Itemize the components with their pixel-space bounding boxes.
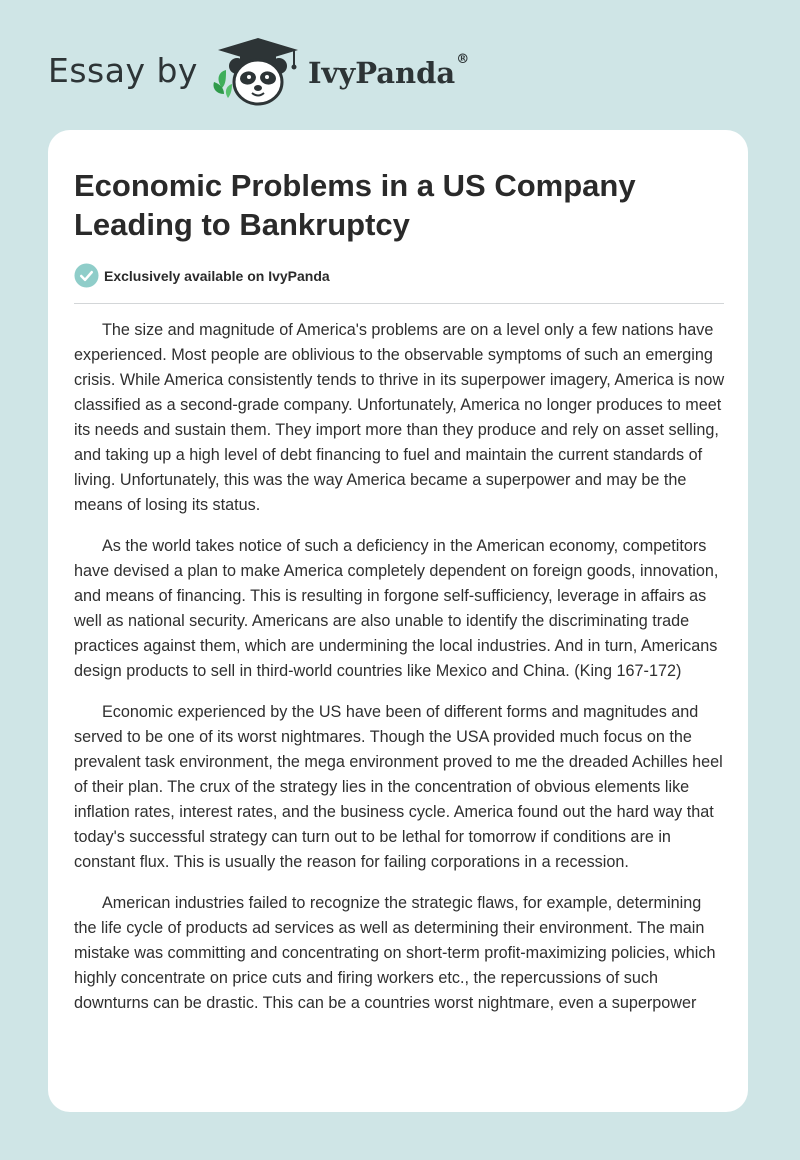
brand-name [307, 52, 470, 90]
exclusive-badge-label: Exclusively available on IvyPanda [104, 267, 330, 284]
essay-paragraph-2: As the world takes notice of such a deficiency in the American economy, competitors have devised a plan to make America completely dependent on foreign goods, innovation, and means of financing. This is resulting in forgone self-sufficiency, leverage in affairs as well as national security. Americans are also unable to identify the discriminating trade practices against them, which are undermining the local industries. And in turn, Americans design products to sell in third-world countries like Mexico and China. (King 167-172) [74, 537, 719, 680]
essay-title: Economic Problems in a US Company Leading to Bankruptcy [74, 168, 636, 242]
panda-mascot-icon [212, 36, 304, 108]
essay-paragraph-4: American industries failed to recognize the strategic flaws, for example, determining the life cycle of products ad services as well as determining their environment. The main mistake was committing and concentrating on short-term profit-maximizing policies, which highly concentrate on price cuts and firing workers etc., the repercussions of such downturns can be drastic. This can be a countries worst nightmare, even a superpower [74, 894, 716, 1012]
brand-prefix: Essay by [48, 50, 198, 90]
essay-card [48, 130, 748, 1112]
title-divider [74, 303, 724, 304]
essay-paragraph-1: The size and magnitude of America's problems are on a level only a few nations have experienced. Most people are oblivious to the observable symptoms of such an emerging crisis. While America consistently tends to thrive in its superpower imagery, America is now classified as a second-grade company. Unfortunately, America no longer produces to meet its needs and sustain them. They import more than they produce and rely on asset selling, and taking up a high level of debt financing to fuel and maintain the current standards of living. Unfortunately, this was the way America became a superpower and may be the means of losing its status. [74, 321, 725, 514]
registered-mark: ® [456, 52, 470, 67]
essay-paragraph-3: Economic experienced by the US have been of different forms and magnitudes and served to be one of its worst nightmares. Though the USA provided much focus on the prevalent task environment, the mega environment proved to me the dreaded Achilles heel of their plan. The crux of the strategy lies in the concentration of obvious elements like inflation rates, interest rates, and the business cycle. America found out the hard way that today's successful strategy can turn out to be lethal for tomorrow if conditions are in constant flux. This is usually the reason for failing corporations in a recession. [74, 703, 723, 871]
brand-name-text: IvyPanda [307, 56, 456, 90]
brand-logo-link[interactable] [48, 36, 469, 108]
essay-body [74, 318, 726, 1032]
exclusive-badge [74, 263, 330, 288]
check-circle-icon [74, 263, 99, 288]
